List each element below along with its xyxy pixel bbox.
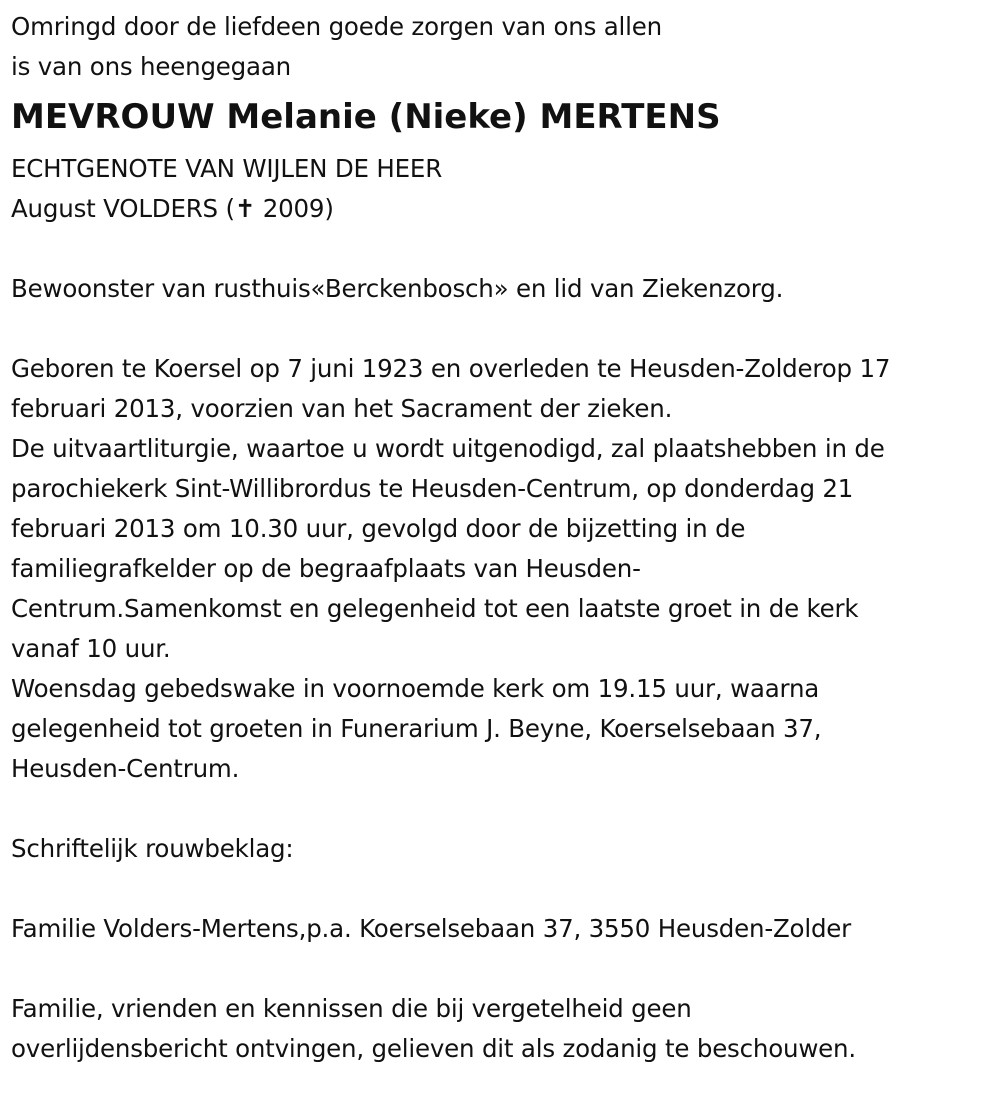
- residence-text: Bewoonster van rusthuis«Berckenbosch» en lid van Ziekenzorg.: [11, 274, 784, 303]
- spouse-section: [11, 149, 1000, 229]
- announcement-line: gelegenheid tot groeten in Funerarium J. Beyne, Koerselsebaan 37,: [11, 714, 822, 743]
- spouse-line-2: August VOLDERS (✝ 2009): [11, 194, 334, 223]
- announcement-line: vanaf 10 uur.: [11, 634, 171, 663]
- announcement-line: De uitvaartliturgie, waartoe u wordt uitgenodigd, zal plaatshebben in de: [11, 434, 885, 463]
- spacer: [11, 309, 1000, 349]
- intro-section: [11, 7, 1000, 87]
- announcement-section: [11, 349, 1000, 789]
- condolences-label: Schriftelijk rouwbeklag:: [11, 834, 294, 863]
- announcement-line: februari 2013, voorzien van het Sacrament der zieken.: [11, 394, 673, 423]
- announcement-line: familiegrafkelder op de begraafplaats van Heusden-: [11, 554, 641, 583]
- spouse-line-1: ECHTGENOTE VAN WIJLEN DE HEER: [11, 154, 443, 183]
- announcement-line: parochiekerk Sint-Willibrordus te Heusden-Centrum, op donderdag 21: [11, 474, 854, 503]
- spacer: [11, 229, 1000, 269]
- spacer: [11, 789, 1000, 829]
- closing-section: [11, 989, 1000, 1069]
- intro-line-1: Omringd door de liefdeen goede zorgen van ons allen: [11, 12, 662, 41]
- deceased-title-block: [11, 98, 1000, 138]
- announcement-line: februari 2013 om 10.30 uur, gevolgd door de bijzetting in de: [11, 514, 746, 543]
- intro-line-2: is van ons heengegaan: [11, 52, 291, 81]
- announcement-line: Woensdag gebedswake in voornoemde kerk om 19.15 uur, waarna: [11, 674, 820, 703]
- condolences-address: Familie Volders-Mertens,p.a. Koerselsebaan 37, 3550 Heusden-Zolder: [11, 914, 852, 943]
- announcement-line: Centrum.Samenkomst en gelegenheid tot een laatste groet in de kerk: [11, 594, 859, 623]
- closing-line-2: overlijdensbericht ontvingen, gelieven dit als zodanig te beschouwen.: [11, 1034, 856, 1063]
- announcement-line: Heusden-Centrum.: [11, 754, 240, 783]
- deceased-name: MEVROUW Melanie (Nieke) MERTENS: [11, 97, 721, 137]
- closing-line-1: Familie, vrienden en kennissen die bij vergetelheid geen: [11, 994, 692, 1023]
- announcement-line: Geboren te Koersel op 7 juni 1923 en overleden te Heusden-Zolderop 17: [11, 354, 891, 383]
- spacer: [11, 869, 1000, 909]
- spacer: [11, 949, 1000, 989]
